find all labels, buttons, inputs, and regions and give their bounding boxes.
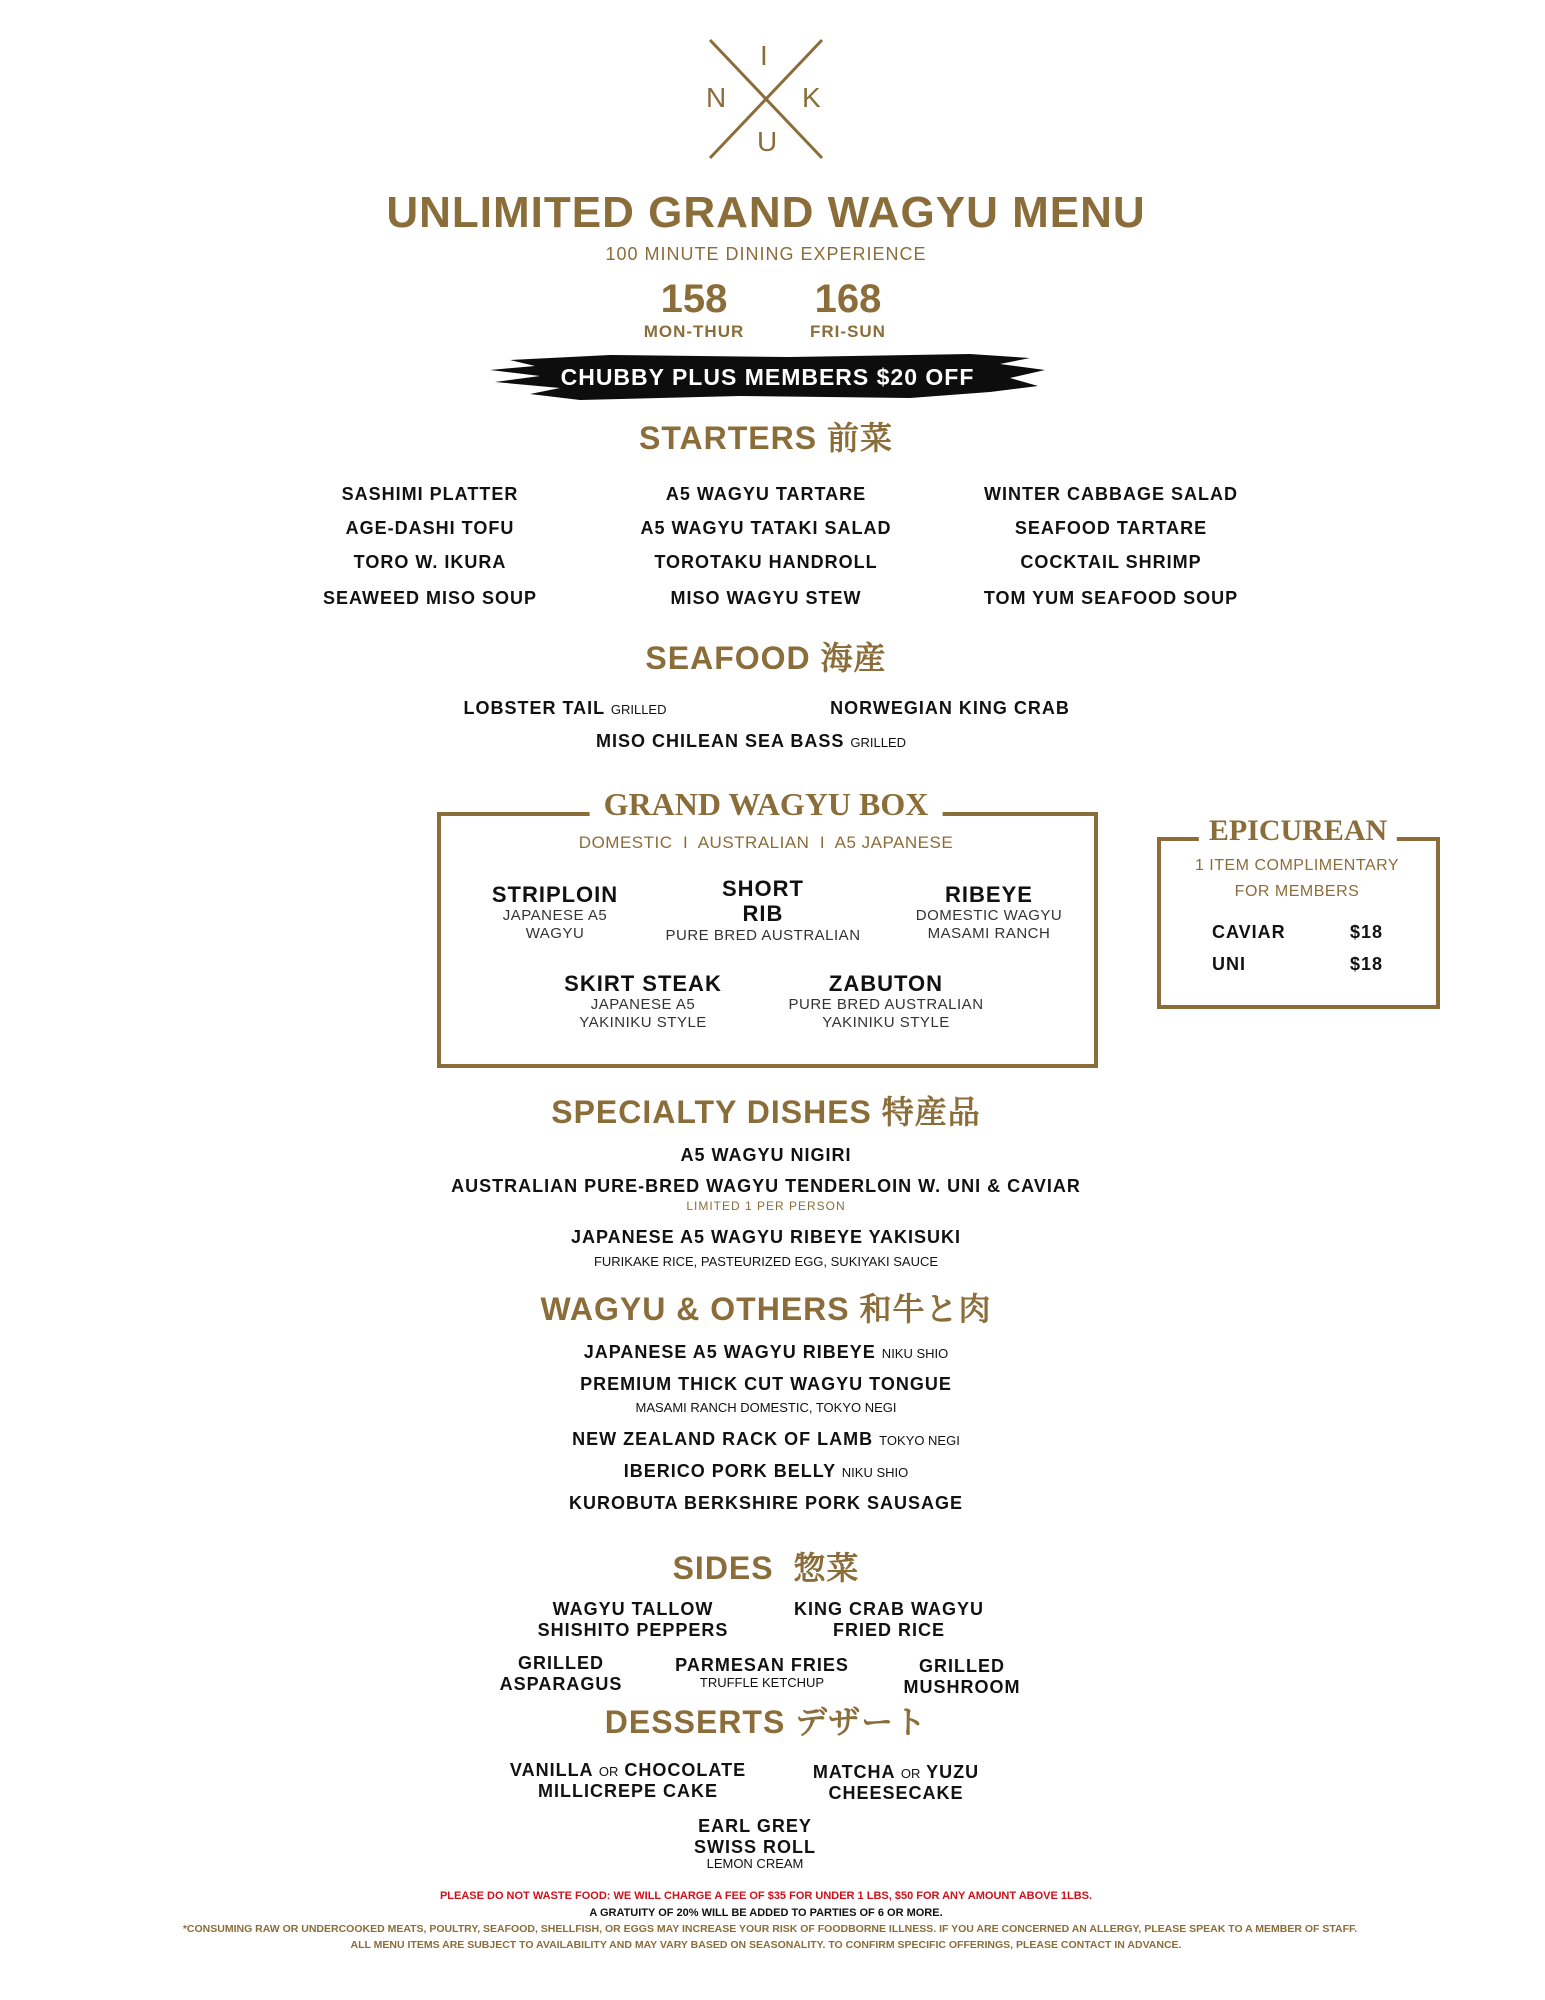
- epicurean-item-name: CAVIAR: [1212, 922, 1286, 942]
- item-line: SWISS ROLL: [694, 1836, 816, 1857]
- list-item: MISO WAGYU STEW: [670, 588, 862, 608]
- list-item: [500, 1653, 623, 1694]
- list-item: TOM YUM SEAFOOD SOUP: [983, 588, 1239, 608]
- logo-letter-u: U: [757, 126, 778, 157]
- list-item: [464, 698, 667, 719]
- list-item: SEAWEED MISO SOUP: [322, 588, 538, 608]
- waste-notice: PLEASE DO NOT WASTE FOOD: WE WILL CHARGE A FEE OF $35 FOR UNDER 1 LBS, $50 FOR ANY AMOUNT ABOVE 1LBS.: [439, 1890, 1093, 1902]
- epicurean-title: EPICUREAN: [1199, 814, 1397, 848]
- cut-desc: DOMESTIC WAGYU: [915, 907, 1063, 925]
- cut-name: SKIRT STEAK: [564, 971, 722, 996]
- item-line: GRILLED: [919, 1656, 1005, 1676]
- item-name: NEW ZEALAND RACK OF LAMB: [572, 1429, 874, 1449]
- item-line: MILLICREPE CAKE: [537, 1780, 719, 1801]
- list-item: [572, 1429, 960, 1450]
- cut-short-rib: [665, 876, 860, 944]
- item-name: JAPANESE A5 WAGYU RIBEYE: [583, 1342, 876, 1362]
- item-note: GRILLED: [850, 735, 907, 750]
- list-item: [596, 731, 906, 752]
- cut-skirt-steak: [564, 971, 722, 1031]
- price-weekday: [644, 276, 745, 342]
- cut-name: RIBEYE: [945, 882, 1033, 907]
- list-item: [813, 1762, 979, 1803]
- item-detail: MASAMI RANCH DOMESTIC, TOKYO NEGI: [635, 1400, 897, 1415]
- price-days: MON-THUR: [643, 322, 745, 341]
- item-note: OR: [598, 1764, 619, 1779]
- item-name: IBERICO PORK BELLY: [623, 1461, 836, 1481]
- list-item: SASHIMI PLATTER: [341, 484, 519, 504]
- member-banner: [490, 352, 1045, 402]
- sides-heading: SIDES 惣菜: [672, 1550, 860, 1586]
- list-item: [538, 1599, 729, 1640]
- menu-subtitle: 100 MINUTE DINING EXPERIENCE: [605, 244, 927, 264]
- list-item: [510, 1760, 746, 1801]
- cut-desc: WAGYU: [525, 924, 585, 942]
- item-name: MATCHA: [812, 1762, 895, 1782]
- item-note: GRILLED: [610, 702, 667, 717]
- list-item: KUROBUTA BERKSHIRE PORK SAUSAGE: [568, 1493, 964, 1513]
- list-item: A5 WAGYU TATAKI SALAD: [640, 518, 892, 538]
- epicurean-subtitle-line: FOR MEMBERS: [1234, 883, 1360, 900]
- list-item: [694, 1816, 816, 1872]
- list-item: A5 WAGYU TARTARE: [665, 484, 867, 504]
- price-weekend: [810, 276, 886, 342]
- item-note: NIKU SHIO: [841, 1465, 909, 1480]
- epicurean-subtitle: [1195, 853, 1399, 905]
- cut-name: ZABUTON: [828, 971, 944, 996]
- item-note: NIKU SHIO: [881, 1346, 949, 1361]
- list-item: SEAFOOD TARTARE: [1014, 518, 1208, 538]
- epicurean-item-price: $18: [1350, 954, 1384, 974]
- cut-name: STRIPLOIN: [491, 882, 619, 907]
- list-item: [584, 1342, 949, 1363]
- specialty-heading: SPECIALTY DISHES 特産品: [551, 1094, 981, 1130]
- item-line: KING CRAB WAGYU: [794, 1599, 984, 1619]
- list-item: A5 WAGYU NIGIRI: [680, 1145, 852, 1165]
- price-value: 168: [814, 277, 882, 321]
- list-item: COCKTAIL SHRIMP: [1020, 552, 1202, 572]
- logo-letter-k: K: [802, 82, 821, 113]
- menu-title: UNLIMITED GRAND WAGYU MENU: [386, 188, 1146, 237]
- price-value: 158: [660, 277, 728, 321]
- cut-desc: JAPANESE A5: [502, 907, 608, 925]
- cut-desc: JAPANESE A5: [590, 996, 696, 1014]
- item-detail: TRUFFLE KETCHUP: [699, 1674, 825, 1690]
- seafood-heading: SEAFOOD 海産: [645, 640, 887, 676]
- list-item: WINTER CABBAGE SALAD: [984, 484, 1238, 504]
- logo-letter-i: I: [760, 40, 768, 71]
- item-name: YUZU: [926, 1762, 980, 1782]
- list-item: [904, 1656, 1021, 1697]
- price-days: FRI-SUN: [810, 322, 886, 341]
- list-item: TORO W. IKURA: [353, 552, 507, 572]
- wagyu-others-heading: WAGYU & OTHERS 和牛と肉: [540, 1291, 992, 1327]
- list-item: [675, 1655, 849, 1691]
- logo-letter-n: N: [706, 82, 727, 113]
- logo: [706, 38, 826, 160]
- item-line: GRILLED: [518, 1653, 604, 1673]
- cut-zabuton: [788, 971, 983, 1031]
- item-detail: LEMON CREAM: [706, 1856, 804, 1872]
- item-detail: FURIKAKE RICE, PASTEURIZED EGG, SUKIYAKI SAUCE: [593, 1254, 939, 1269]
- cut-desc: PURE BRED AUSTRALIAN: [788, 996, 984, 1014]
- list-item: NORWEGIAN KING CRAB: [830, 698, 1070, 718]
- list-item: JAPANESE A5 WAGYU RIBEYE YAKISUKI: [570, 1227, 962, 1247]
- cut-name: SHORT RIB: [721, 876, 804, 927]
- item-name: VANILLA: [509, 1760, 593, 1780]
- item-note: TOKYO NEGI: [879, 1433, 960, 1448]
- epicurean-item-name: UNI: [1212, 954, 1246, 974]
- starters-heading: STARTERS 前菜: [639, 420, 893, 456]
- item-line: MUSHROOM: [903, 1676, 1021, 1697]
- list-item: AGE-DASHI TOFU: [345, 518, 515, 538]
- item-line: CHEESECAKE: [828, 1782, 964, 1803]
- item-line: EARL GREY: [698, 1816, 812, 1836]
- cut-desc: PURE BRED AUSTRALIAN: [665, 926, 861, 944]
- cut-ribeye: [916, 882, 1062, 942]
- list-item: AUSTRALIAN PURE-BRED WAGYU TENDERLOIN W. UNI & CAVIAR: [451, 1176, 1081, 1196]
- list-item: [794, 1599, 984, 1640]
- member-banner-text: CHUBBY PLUS MEMBERS $20 OFF: [560, 364, 975, 390]
- item-line: PARMESAN FRIES: [675, 1655, 849, 1675]
- list-item: [624, 1461, 909, 1482]
- list-item: TOROTAKU HANDROLL: [654, 552, 878, 572]
- availability-notice: ALL MENU ITEMS ARE SUBJECT TO AVAILABILITY AND MAY VARY BASED ON SEASONALITY. TO CONFIRM SPECIFIC OFFERINGS, PLEASE CONTACT IN ADVANCE.: [350, 1939, 1182, 1951]
- grand-wagyu-box-title: GRAND WAGYU BOX: [590, 786, 943, 823]
- item-line: SHISHITO PEPPERS: [537, 1619, 729, 1640]
- gratuity-notice: A GRATUITY OF 20% WILL BE ADDED TO PARTIES OF 6 OR MORE.: [589, 1907, 943, 1919]
- item-name: CHOCOLATE: [624, 1760, 747, 1780]
- cut-desc: MASAMI RANCH: [927, 924, 1051, 942]
- cut-striploin: [492, 882, 618, 942]
- epicurean-item-price: $18: [1350, 922, 1384, 942]
- item-line: WAGYU TALLOW: [552, 1599, 714, 1619]
- item-name: LOBSTER TAIL: [463, 698, 605, 718]
- epicurean-subtitle-line: 1 ITEM COMPLIMENTARY: [1194, 857, 1400, 874]
- cut-desc: YAKINIKU STYLE: [822, 1013, 950, 1031]
- cut-desc: YAKINIKU STYLE: [579, 1013, 707, 1031]
- item-detail: LIMITED 1 PER PERSON: [686, 1199, 846, 1213]
- grand-wagyu-box-subtitle: DOMESTIC I AUSTRALIAN I A5 JAPANESE: [578, 833, 954, 852]
- item-line: ASPARAGUS: [499, 1673, 623, 1694]
- item-name: MISO CHILEAN SEA BASS: [595, 731, 845, 751]
- item-note: OR: [900, 1766, 921, 1781]
- desserts-heading: DESSERTS デザート: [604, 1704, 928, 1740]
- raw-food-warning: *CONSUMING RAW OR UNDERCOOKED MEATS, POULTRY, SEAFOOD, SHELLFISH, OR EGGS MAY INCREASE YOUR RISK OF FOODBORNE ILLNESS. IF YOU ARE CONCERNED AN ALLERGY, PLEASE SPEAK TO A MEMBER OF STAFF.: [182, 1923, 1358, 1935]
- item-line: FRIED RICE: [832, 1619, 945, 1640]
- list-item: PREMIUM THICK CUT WAGYU TONGUE: [580, 1374, 952, 1394]
